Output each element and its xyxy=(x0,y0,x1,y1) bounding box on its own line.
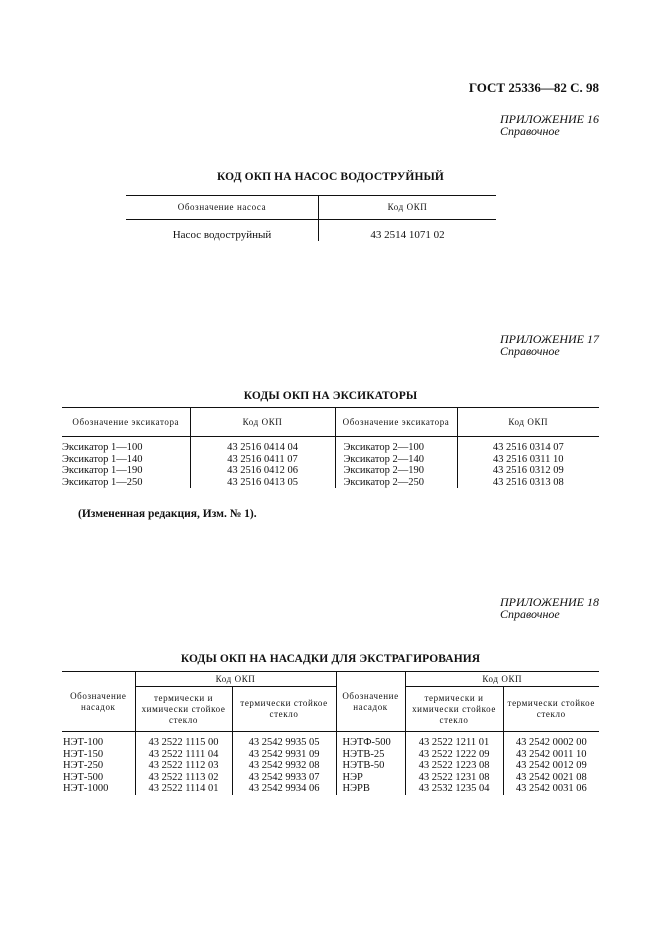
nozzle-name: НЭТВ-25 xyxy=(336,749,405,761)
nozzle-name: НЭРВ xyxy=(336,783,405,795)
desiccator-code: 43 2516 0411 07 xyxy=(190,454,335,466)
appendix-16-label: ПРИЛОЖЕНИЕ 16 xyxy=(500,112,599,126)
table-subheader-row xyxy=(62,687,599,732)
desiccator-name: Эксикатор 2—250 xyxy=(335,477,457,489)
nozzle-name: НЭТ-100 xyxy=(62,732,135,749)
pump-code: 43 2514 1071 02 xyxy=(370,229,445,241)
column-header-code-group: Код ОКП xyxy=(405,672,599,687)
desiccator-code: 43 2516 0312 09 xyxy=(492,465,564,477)
table-header-row xyxy=(126,196,496,220)
nozzle-code-thermo-chem: 43 2532 1235 04 xyxy=(405,783,503,795)
nozzle-code-thermo: 43 2542 0002 00 xyxy=(515,737,587,748)
nozzle-name: НЭР xyxy=(336,772,405,784)
appendix-18-title: КОДЫ ОКП НА НАСАДКИ ДЛЯ ЭКСТРАГИРОВАНИЯ xyxy=(180,653,481,665)
table-row xyxy=(62,732,599,749)
nozzle-code-thermo-chem: 43 2522 1114 01 xyxy=(135,783,232,795)
nozzle-code-thermo: 43 2542 9931 09 xyxy=(232,749,336,761)
revision-note: (Измененная редакция, Изм. № 1). xyxy=(78,508,257,520)
column-header-code: Код ОКП xyxy=(319,196,497,220)
column-header-code-b: Код ОКП xyxy=(457,408,599,437)
nozzle-name: НЭТФ-500 xyxy=(336,732,405,749)
appendix-18-label: ПРИЛОЖЕНИЕ 18 xyxy=(500,595,599,609)
appendix-18-type: Справочное xyxy=(500,607,560,621)
pump-code-table xyxy=(126,195,496,241)
desiccator-code: 43 2516 0314 07 xyxy=(492,442,564,453)
column-header-pump: Обозначение насоса xyxy=(126,196,319,220)
nozzle-name: НЭТ-250 xyxy=(62,760,135,772)
table-header-row xyxy=(62,408,599,437)
desiccator-name: Эксикатор 1—140 xyxy=(62,454,190,466)
table-row xyxy=(62,772,599,784)
appendix-16-title: КОД ОКП НА НАСОС ВОДОСТРУЙНЫЙ xyxy=(217,171,444,183)
column-header-designation: Обозначение насадок xyxy=(62,672,135,732)
nozzle-name: НЭТВ-50 xyxy=(336,760,405,772)
nozzle-code-thermo-chem: 43 2522 1112 03 xyxy=(135,760,232,772)
desiccator-name: Эксикатор 1—250 xyxy=(62,477,190,489)
appendix-17-label: ПРИЛОЖЕНИЕ 17 xyxy=(500,332,599,346)
nozzle-code-thermo: 43 2542 0031 06 xyxy=(515,783,587,795)
nozzle-code-thermo: 43 2542 0012 09 xyxy=(515,760,587,772)
nozzle-code-thermo: 43 2542 0011 10 xyxy=(516,748,587,760)
desiccator-code: 43 2516 0412 06 xyxy=(190,465,335,477)
nozzle-code-thermo-chem: 43 2522 1223 08 xyxy=(405,760,503,772)
nozzle-code-thermo-chem: 43 2522 1113 02 xyxy=(135,772,232,784)
desiccator-name: Эксикатор 2—190 xyxy=(335,465,457,477)
table-row xyxy=(62,749,599,761)
table-row xyxy=(62,760,599,772)
column-header-thermo-chem-glass: термически и химически стойкое стекло xyxy=(405,687,503,732)
column-header-thermo-glass: термически стойкое стекло xyxy=(503,687,599,732)
column-header-designation: Обозначение насадок xyxy=(336,672,405,732)
column-header-designation-a: Обозначение эксикатора xyxy=(62,408,190,437)
desiccator-name: Эксикатор 1—100 xyxy=(62,437,190,454)
desiccator-code: 43 2516 0313 08 xyxy=(492,476,564,488)
nozzle-name: НЭТ-1000 xyxy=(62,783,135,795)
table-row xyxy=(62,465,599,477)
desiccator-name: Эксикатор 2—100 xyxy=(335,437,457,454)
nozzle-code-thermo-chem: 43 2522 1111 04 xyxy=(135,749,232,761)
table-row xyxy=(62,477,599,489)
nozzle-code-thermo: 43 2542 9932 08 xyxy=(232,760,336,772)
appendix-17-type: Справочное xyxy=(500,344,560,358)
nozzle-code-thermo: 43 2542 9933 07 xyxy=(232,772,336,784)
column-header-code-group: Код ОКП xyxy=(135,672,336,687)
nozzle-name: НЭТ-150 xyxy=(62,749,135,761)
page-header: ГОСТ 25336—82 С. 98 xyxy=(468,80,599,95)
desiccator-code: 43 2516 0413 05 xyxy=(190,477,335,489)
appendix-17-title: КОДЫ ОКП НА ЭКСИКАТОРЫ xyxy=(243,390,418,402)
desiccator-name: Эксикатор 2—140 xyxy=(335,454,457,466)
table-row xyxy=(62,783,599,795)
nozzle-code-thermo: 43 2542 9934 06 xyxy=(232,783,336,795)
nozzle-code-thermo: 43 2542 9935 05 xyxy=(232,732,336,749)
nozzle-code-thermo-chem: 43 2522 1231 08 xyxy=(405,772,503,784)
pump-name: Насос водоструйный xyxy=(126,220,319,242)
column-header-thermo-chem-glass: термически и химически стойкое стекло xyxy=(135,687,232,732)
table-row xyxy=(62,437,599,454)
desiccator-name: Эксикатор 1—190 xyxy=(62,465,190,477)
nozzle-code-thermo-chem: 43 2522 1115 00 xyxy=(135,732,232,749)
nozzle-code-thermo-chem: 43 2522 1222 09 xyxy=(405,749,503,761)
table-row xyxy=(126,220,496,242)
desiccator-code: 43 2516 0311 10 xyxy=(493,453,564,465)
column-header-thermo-glass: термически стойкое стекло xyxy=(232,687,336,732)
table-row xyxy=(62,454,599,466)
extraction-nozzle-code-table xyxy=(62,671,599,795)
table-header-row xyxy=(62,672,599,687)
appendix-16-type: Справочное xyxy=(500,124,560,138)
desiccator-code-table xyxy=(62,407,599,488)
column-header-code-a: Код ОКП xyxy=(190,408,335,437)
column-header-designation-b: Обозначение эксикатора xyxy=(335,408,457,437)
nozzle-code-thermo-chem: 43 2522 1211 01 xyxy=(405,732,503,749)
nozzle-code-thermo: 43 2542 0021 08 xyxy=(515,771,587,783)
desiccator-code: 43 2516 0414 04 xyxy=(190,437,335,454)
nozzle-name: НЭТ-500 xyxy=(62,772,135,784)
